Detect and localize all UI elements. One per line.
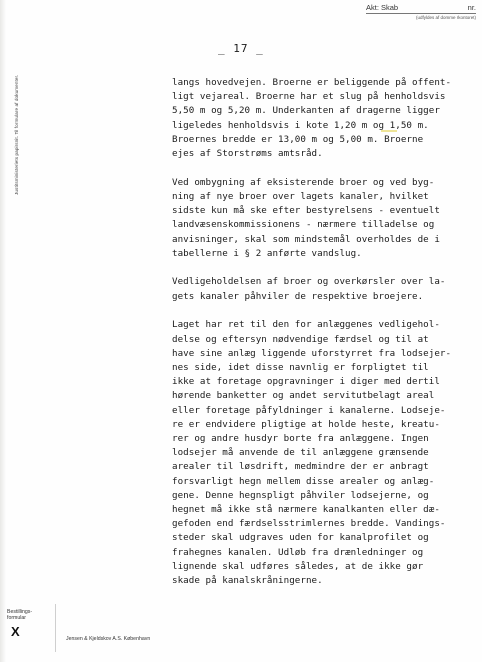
text-line: ikke at foretage opgravninger i diger med dertil (172, 376, 440, 388)
text-line: hørende banketter og andet servitutbelagt areal (172, 390, 435, 402)
text-line: rer og andre husdyr borte fra anlæggene. Ingen (172, 432, 429, 444)
stamp-note: (udfyldes af domme rkontoret) (415, 15, 476, 20)
text-line: gets kanaler påhviler de respektive broejere. (172, 290, 424, 302)
text-line: ning af nye broer over lagets kanaler, hvilket (172, 190, 429, 202)
printer-imprint: Jensen & Kjeldskov A.S. København (66, 636, 151, 642)
text-line: eller foretage påfyldninger i kanalerne. Lodseje- (172, 404, 446, 416)
form-x-mark: X (11, 624, 20, 639)
text-line: arealer til løsdrift, medmindre der er anbragt (172, 461, 429, 473)
text-line: Laget har ret til den for anlæggenes vedligehol- (172, 319, 440, 331)
nr-label: nr. (467, 3, 476, 12)
text-line: Vedligeholdelsen af broer og overkørsler over la- (172, 276, 446, 288)
text-line: sidste kun må ske efter bestyrelsens - eventuelt (172, 205, 440, 217)
form-label-line1: Bestillings- (7, 609, 33, 615)
text-line: lodsejer må anvende de til anlæggene grænsende (172, 447, 429, 459)
text-line: 5,50 m og 5,20 m. Underkanten af dragerne ligger (172, 105, 440, 117)
text-line: gefoden end færdselsstrimlernes bredde. Vandings- (172, 518, 446, 530)
text-line: forsvarligt hegn mellem disse arealer og anlæg- (172, 475, 435, 487)
text-line: langs hovedvejen. Broerne er beliggende på offent- (172, 77, 452, 88)
text-line: tabellerne i § 2 anførte vandslug. (172, 247, 362, 259)
form-label-line2: formular (7, 615, 27, 621)
margin-side-text: Justitsministeriets papirsnit. Til formulare af dokumenter. (14, 74, 19, 195)
document-body (172, 76, 472, 603)
text-line: nes side, idet disse navnlig er forpligtet til (172, 361, 429, 373)
text-line: landvæsenskommissionens - nærmere tilladelse og (172, 219, 435, 231)
text-line: ejes af Storstrøms amtsråd. (172, 148, 323, 160)
paragraph (172, 318, 472, 588)
page-number: _ 17 _ (218, 42, 264, 55)
case-reference-stamp (366, 3, 476, 20)
text-line: frahegnes kanalen. Udløb fra drænledninger og (172, 546, 424, 558)
akt-label: Akt: Skab (366, 3, 399, 12)
text-line: hegnet må ikke stå nærmere kanalkanten eller dæ- (172, 503, 440, 515)
paragraph (172, 176, 472, 261)
text-line: delse og eftersyn nødvendige færdsel og til at (172, 333, 429, 345)
text-line: re er endvidere pligtige at holde heste, kreatu- (172, 418, 440, 430)
order-form-mark (7, 609, 47, 639)
paragraph (172, 275, 472, 303)
text-line: have sine anlæg liggende uforstyrret fra lodsejer- (172, 347, 452, 359)
text-line: Ved ombygning af eksisterende broer og ved byg- (172, 176, 435, 188)
text-line: skade på kanalskråningerne. (172, 575, 323, 586)
text-line: steder skal udgraves uden for kanalprofilet og (172, 532, 429, 544)
text-line: ligeledes henholdsvis i kote 1,20 m og 1,50 m. (172, 119, 429, 131)
text-line: gene. Denne hegnspligt påhviler lodsejerne, og (172, 489, 429, 501)
text-line: lignende skal udføres således, at de ikke gør (172, 560, 424, 572)
text-line: Broernes bredde er 13,00 m og 5,00 m. Broerne (172, 133, 424, 145)
stamp-divider (366, 13, 476, 14)
text-line: anvisninger, skal som mindstemål overholdes de i (172, 233, 440, 245)
text-line: ligt vejareal. Broerne har et slug på henholdsvis (172, 91, 446, 103)
margin-divider (55, 604, 56, 652)
paragraph (172, 76, 472, 161)
